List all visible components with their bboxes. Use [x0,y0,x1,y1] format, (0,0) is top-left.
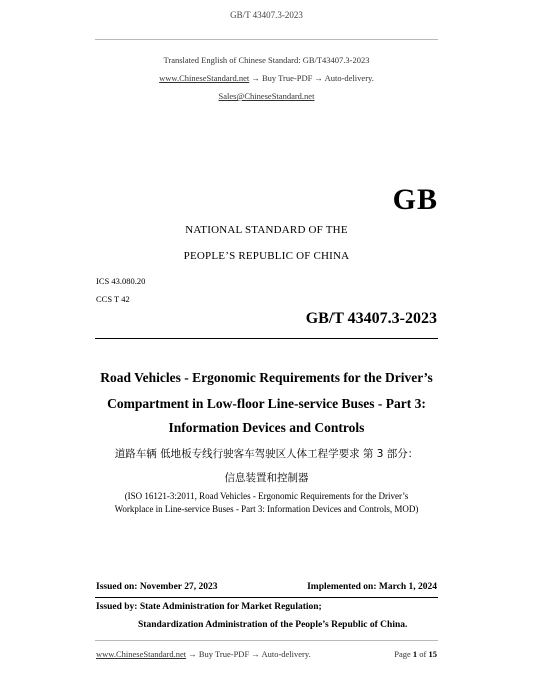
issuer-line1: Issued by: State Administration for Market Regulation; [96,602,322,612]
purchase-text: → Buy True-PDF → Auto-delivery. [249,73,374,83]
chinese-title-line2: 信息装置和控制器 [224,472,309,484]
national-standard-line1: NATIONAL STANDARD OF THE [185,224,348,236]
ccs-code: CCS T 42 [96,294,130,304]
page-indicator [394,649,437,659]
title-line3: Information Devices and Controls [168,420,365,435]
running-header: GB/T 43407.3-2023 [230,10,303,20]
header-divider [95,39,438,40]
national-standard-line2: PEOPLE’S REPUBLIC OF CHINA [183,250,350,262]
translation-notice: Translated English of Chinese Standard: GB/T43407.3-2023 [163,55,370,65]
footer-chinesestandard-link[interactable]: www.ChineseStandard.net [96,649,187,659]
chinese-title-line1: 道路车辆 低地板专线行驶客车驾驶区人体工程学要求 第 3 部分： [114,448,419,460]
issuer-line2: Standardization Administration of the People’s Republic of China. [138,620,408,630]
page-number: 1 [412,649,418,659]
footer-divider [95,640,438,641]
standard-number: GB/T 43407.3-2023 [305,310,437,327]
gb-mark: GB [392,183,438,216]
of-label: of [419,649,427,659]
page-label: Page [394,649,411,659]
iso-reference-line2: Workplace in Line-service Buses - Part 3: Information Devices and Controls, MOD) [114,504,419,514]
title-line2: Compartment in Low-floor Line-service Buses - Part 3: [107,396,426,411]
title-line1: Road Vehicles - Ergonomic Requirements for the Driver’s [100,370,433,385]
dates-divider [95,597,438,598]
title-divider [95,338,438,339]
total-pages: 15 [428,649,437,659]
chinesestandard-link[interactable]: www.ChineseStandard.net [159,73,250,83]
footer-purchase-line [96,649,311,659]
purchase-line [0,73,533,83]
iso-reference-line1: (ISO 16121-3:2011, Road Vehicles - Ergonomic Requirements for the Driver’s [124,491,409,501]
email-line [0,91,533,101]
footer-purchase-text: → Buy True-PDF → Auto-delivery. [186,649,311,659]
sales-email-link[interactable]: Sales@ChineseStandard.net [218,91,315,101]
ics-code: ICS 43.080.20 [96,276,146,286]
issued-date: Issued on: November 27, 2023 [96,582,218,592]
implemented-date: Implemented on: March 1, 2024 [307,582,437,592]
